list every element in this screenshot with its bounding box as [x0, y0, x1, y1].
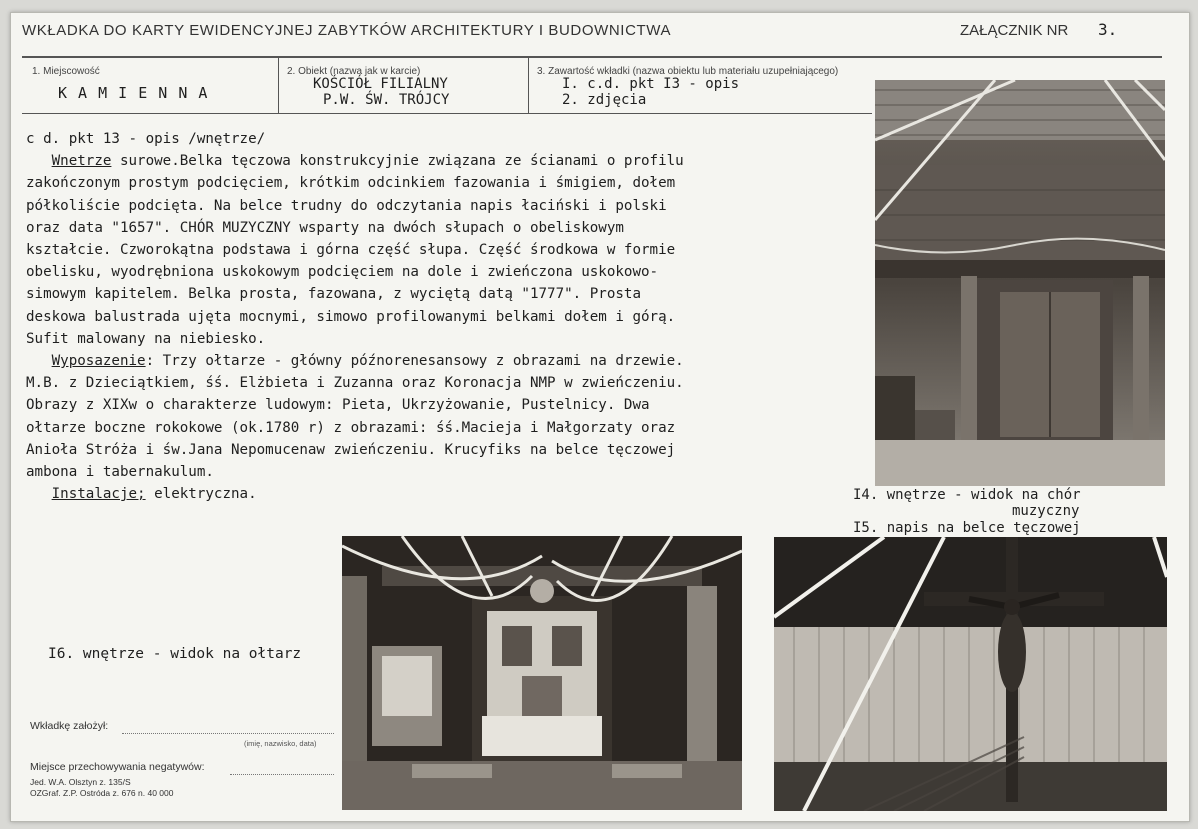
print-note-1: Jed. W.A. Olsztyn z. 135/S — [30, 777, 131, 787]
fields-rule — [22, 113, 872, 114]
caption-photo-14-line1: I4. wnętrze - widok na chór — [853, 487, 1081, 503]
heading-installations: Instalacje; — [51, 486, 146, 503]
body-line: deskowa balustrada ujęta mocnymi, simowo profilowanymi belkami dołem i górą. — [26, 308, 676, 325]
body-line: obelisku, wyodrębniona uskokowym podcięciem na dole i zwieńczona uskokowo- — [26, 264, 659, 281]
object-value-1: KOŚCIÓŁ FILIALNY — [313, 76, 448, 92]
body-line: c d. pkt 13 - opis /wnętrze/ — [26, 131, 266, 147]
body-line: surowe.Belka tęczowa konstrukcyjnie związana ze ścianami o profilu — [111, 153, 684, 170]
heading-furnishings: Wyposazenie — [51, 353, 146, 370]
caption-photo-14-line2: muzyczny — [1012, 503, 1080, 519]
body-line: elektryczna. — [145, 486, 257, 503]
body-line: ołtarze boczne rokokowe (ok.1780 r) z obrazami: śś.Macieja i Małgorzaty oraz — [26, 419, 676, 436]
heading-interior: Wnetrze — [51, 153, 112, 170]
body-line: oraz data "1657". CHÓR MUZYCZNY wsparty na dwóch słupach o obeliskowym — [26, 219, 624, 236]
made-by-label: Wkładkę założył: — [30, 720, 109, 732]
body-line: ambona i tabernakulum. — [26, 464, 214, 481]
print-note-2: OZGraf. Z.P. Ostróda z. 676 n. 40 000 — [30, 788, 174, 798]
photo-choir-loft-image — [875, 80, 1165, 486]
description-text — [26, 128, 836, 505]
body-line: Anioła Stróża i św.Jana Nepomucenaw zwieńczeniu. Krucyfiks na belce tęczowej — [26, 441, 676, 458]
body-line: M.B. z Dzieciątkiem, śś. Elżbieta i Zuzanna oraz Koronacja NMP w zwieńczeniu. — [26, 375, 684, 392]
field-divider-1 — [278, 58, 279, 113]
content-value-1: I. c.d. pkt I3 - opis — [562, 76, 740, 92]
body-line: Sufit malowany na niebiesko. — [26, 330, 266, 347]
made-by-hint: (imię, nazwisko, data) — [244, 739, 317, 748]
object-value-2: P.W. ŚW. TRÓJCY — [323, 92, 450, 108]
photo-altar-image — [342, 536, 742, 810]
photo-crucifix — [774, 537, 1167, 811]
body-line: simowym kapitelem. Belka prosta, fazowana, z wyciętą datą "1777". Prosta — [26, 286, 641, 303]
photo-choir-loft — [875, 80, 1165, 486]
form-title: WKŁADKA DO KARTY EWIDENCYJNEJ ZABYTKÓW ARCHITEKTURY I BUDOWNICTWA — [22, 22, 672, 39]
body-line: zakończonym prostym podcięciem, krótkim odcinkiem fazowania i śmigiem, dołem — [26, 175, 676, 192]
object-label: 2. Obiekt (nazwa jak w karcie) — [287, 66, 421, 77]
header-rule — [22, 56, 1162, 58]
caption-photo-15: I5. napis na belce tęczowej — [853, 520, 1081, 536]
annex-label: ZAŁĄCZNIK NR — [960, 22, 1069, 39]
made-by-line — [122, 732, 334, 734]
storage-line — [230, 773, 334, 775]
locality-value: K A M I E N N A — [58, 84, 209, 102]
content-value-2: 2. zdjęcia — [562, 92, 647, 108]
body-line: kształcie. Czworokątna podstawa i górna część słupa. Część środkowa w formie — [26, 242, 676, 259]
body-line: : Trzy ołtarze - główny późnorenesansowy z obrazami na drzewie. — [145, 353, 684, 370]
locality-label: 1. Miejscowość — [32, 66, 100, 77]
annex-number: 3. — [1098, 20, 1118, 39]
caption-photo-16: I6. wnętrze - widok na ołtarz — [48, 646, 302, 662]
body-line: Obrazy z XIXw o charakterze ludowym: Pieta, Ukrzyżowanie, Pustelnicy. Dwa — [26, 397, 650, 414]
photo-crucifix-image — [774, 537, 1167, 811]
photo-altar — [342, 536, 742, 810]
field-divider-2 — [528, 58, 529, 113]
content-label: 3. Zawartość wkładki (nazwa obiektu lub materiału uzupełniającego) — [537, 66, 839, 77]
body-line: półkoliście podcięta. Na belce trudny do odczytania napis łaciński i polski — [26, 197, 667, 214]
storage-label: Miejsce przechowywania negatywów: — [30, 761, 205, 773]
